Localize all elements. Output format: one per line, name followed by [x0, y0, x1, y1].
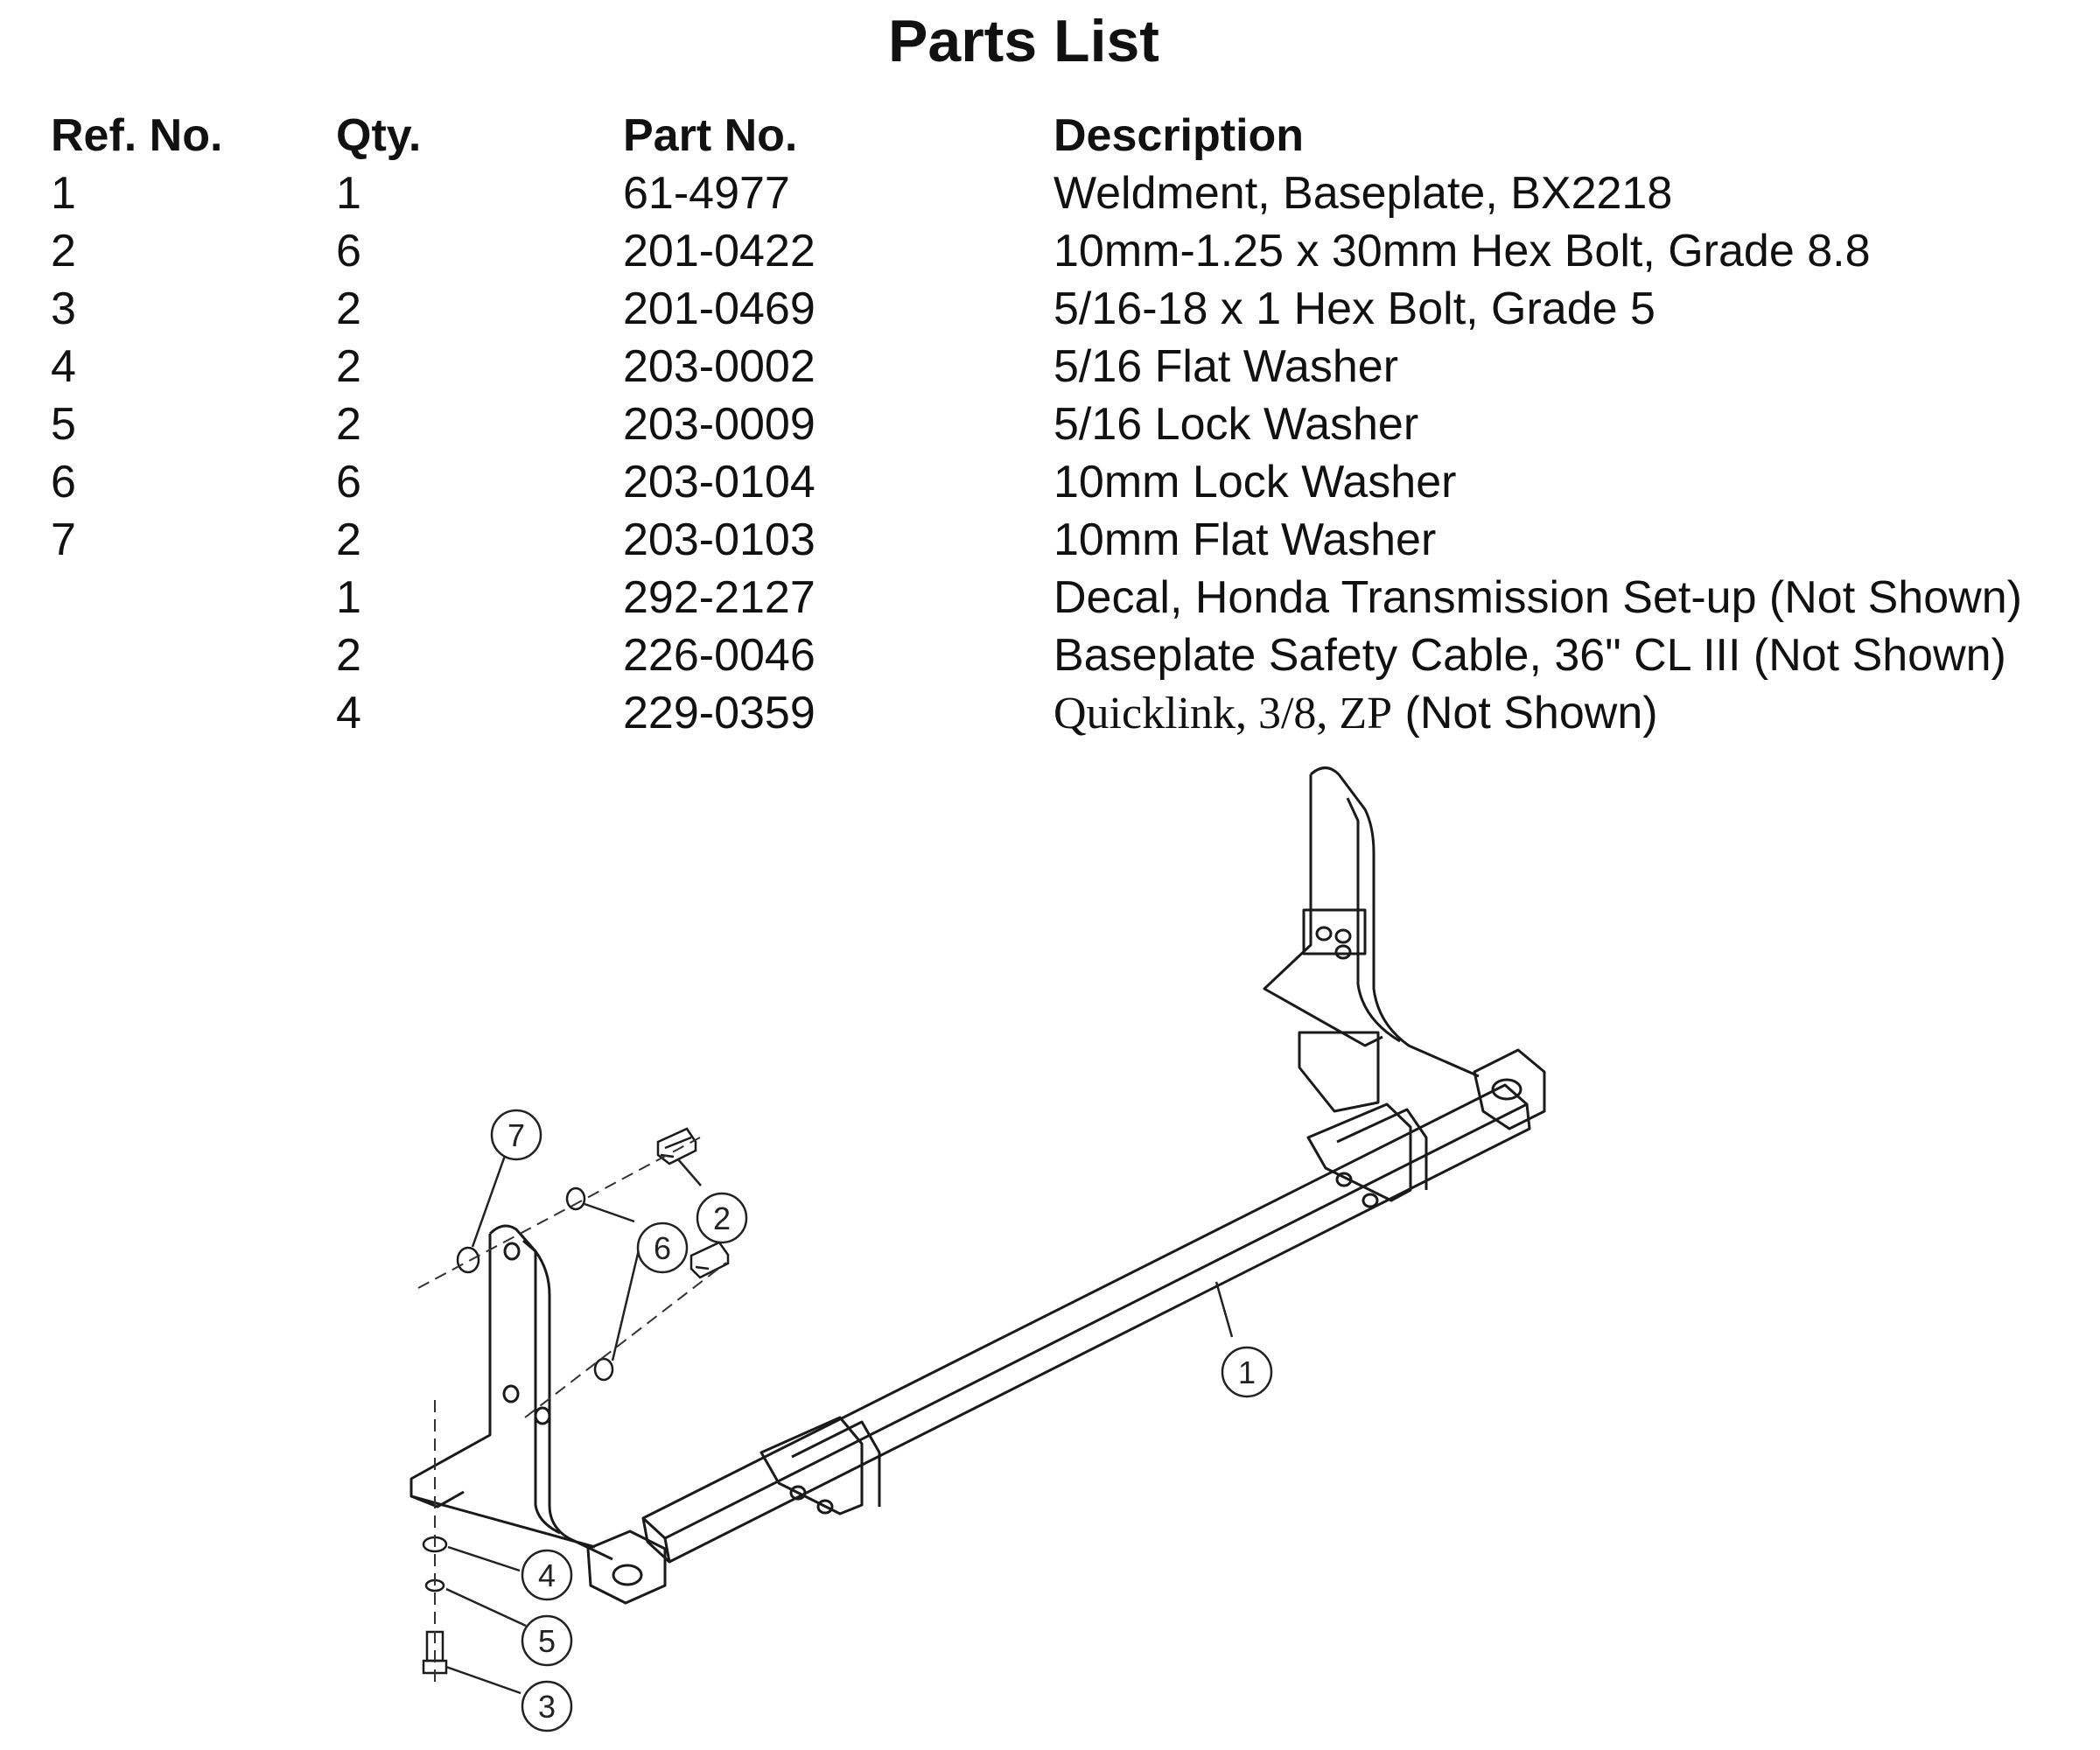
qty-cell: 1 — [336, 168, 361, 219]
balloon-3 — [522, 1682, 571, 1731]
ref-cell: 5 — [51, 399, 76, 450]
table-row — [0, 396, 2100, 453]
balloon-4 — [522, 1550, 571, 1600]
qty-cell: 4 — [336, 688, 361, 738]
table-row — [0, 222, 2100, 280]
balloon-label: 6 — [653, 1230, 672, 1266]
ref-cell: 1 — [51, 168, 76, 219]
table-row — [0, 338, 2100, 396]
part-cell: 203-0002 — [623, 341, 816, 392]
page-title: Parts List — [888, 8, 1159, 74]
leader-lines — [446, 1153, 1232, 1693]
balloon-5 — [522, 1616, 571, 1665]
ref-cell: 7 — [51, 514, 76, 565]
description-cell: Baseplate Safety Cable, 36" CL III (Not Shown) — [1054, 630, 2006, 681]
balloon-6 — [638, 1223, 687, 1272]
assembly-drawing — [0, 752, 2100, 1750]
exploded-parts — [424, 1129, 728, 1673]
description-cell: 5/16 Lock Washer — [1054, 399, 1419, 450]
balloon-label: 2 — [712, 1200, 732, 1236]
part-cell: 226-0046 — [623, 630, 816, 681]
description-serif-part: Quicklink, 3/8, ZP — [1054, 689, 1393, 738]
description-cell: Decal, Honda Transmission Set-up (Not Shown) — [1054, 572, 2022, 623]
description-cell: Weldment, Baseplate, BX2218 — [1054, 168, 1673, 219]
centerlines — [418, 1138, 726, 1689]
table-header — [0, 107, 2100, 164]
description-cell: 5/16 Flat Washer — [1054, 341, 1399, 392]
description-suffix: (Not Shown) — [1392, 688, 1658, 738]
ref-cell: 6 — [51, 457, 76, 508]
part-cell: 292-2127 — [623, 572, 816, 623]
part-cell: 203-0103 — [623, 514, 816, 565]
balloon-label: 7 — [507, 1117, 526, 1153]
qty-cell: 2 — [336, 630, 361, 681]
qty-cell: 2 — [336, 341, 361, 392]
table-row — [0, 164, 2100, 222]
ref-cell: 2 — [51, 226, 76, 276]
table-row — [0, 280, 2100, 338]
balloon-7 — [492, 1110, 541, 1159]
table-row — [0, 453, 2100, 511]
header-ref: Ref. No. — [51, 110, 223, 161]
baseplate-weldment — [411, 768, 1544, 1604]
part-cell: 203-0104 — [623, 457, 816, 508]
balloon-label: 4 — [537, 1558, 556, 1593]
ref-cell: 4 — [51, 341, 76, 392]
table-row — [0, 626, 2100, 684]
header-qty: Qty. — [336, 110, 422, 161]
description-cell: 5/16-18 x 1 Hex Bolt, Grade 5 — [1054, 284, 1656, 334]
qty-cell: 2 — [336, 284, 361, 334]
part-cell: 229-0359 — [623, 688, 816, 738]
part-cell: 201-0469 — [623, 284, 816, 334]
qty-cell: 1 — [336, 572, 361, 623]
table-row — [0, 569, 2100, 626]
qty-cell: 6 — [336, 457, 361, 508]
qty-cell: 2 — [336, 514, 361, 565]
balloon-2 — [697, 1194, 746, 1242]
ref-cell: 3 — [51, 284, 76, 334]
part-cell: 201-0422 — [623, 226, 816, 276]
header-part: Part No. — [623, 110, 798, 161]
table-row — [0, 511, 2100, 569]
balloon-label: 3 — [537, 1689, 556, 1725]
qty-cell: 2 — [336, 399, 361, 450]
description-cell: 10mm Lock Washer — [1054, 457, 1457, 508]
table-row — [0, 684, 2100, 742]
description-cell — [1054, 684, 1658, 743]
part-cell: 61-4977 — [623, 168, 790, 219]
balloon-label: 5 — [537, 1623, 556, 1659]
qty-cell: 6 — [336, 226, 361, 276]
description-cell: 10mm Flat Washer — [1054, 514, 1437, 565]
part-cell: 203-0009 — [623, 399, 816, 450]
description-cell: 10mm-1.25 x 30mm Hex Bolt, Grade 8.8 — [1054, 226, 1871, 276]
balloon-1 — [1222, 1348, 1271, 1396]
balloon-label: 1 — [1237, 1354, 1256, 1390]
header-description: Description — [1054, 110, 1305, 161]
